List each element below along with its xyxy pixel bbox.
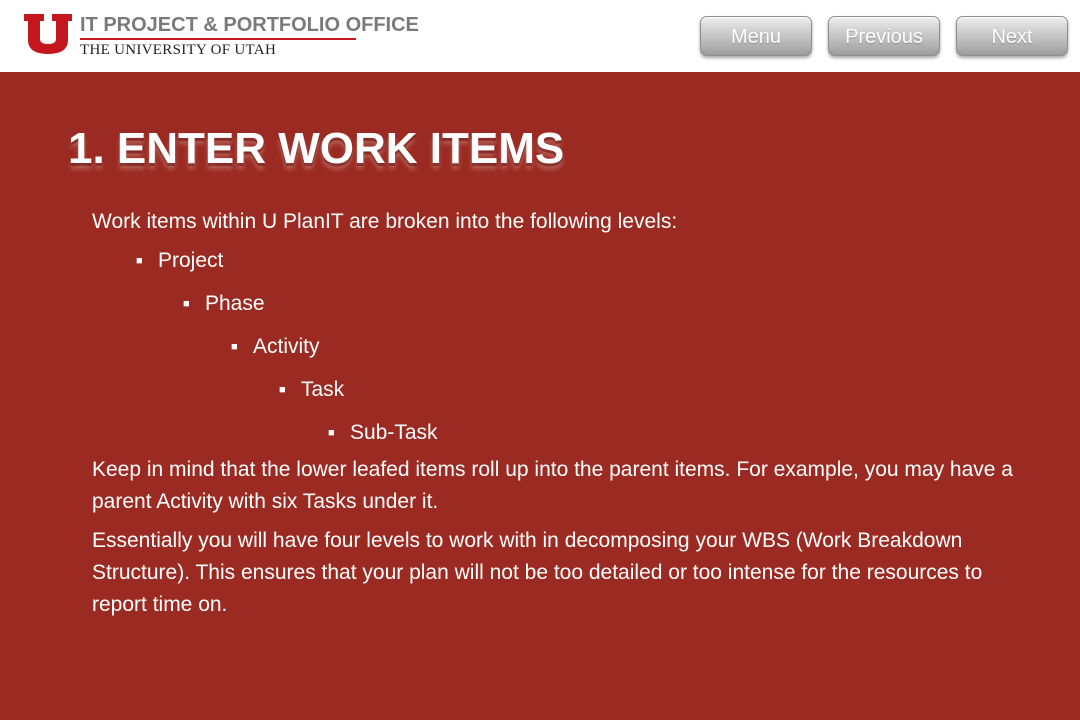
- square-bullet-icon: ■: [136, 255, 143, 267]
- brand-divider: [80, 38, 356, 40]
- square-bullet-icon: ■: [328, 427, 335, 439]
- slide-body: [92, 206, 1022, 628]
- level-label: Sub-Task: [350, 421, 438, 444]
- org-title: IT PROJECT & PORTFOLIO OFFICE: [80, 14, 419, 36]
- levels-list: [92, 245, 1022, 460]
- list-item: [92, 245, 1022, 288]
- square-bullet-icon: ■: [279, 384, 286, 396]
- list-item: [92, 288, 1022, 331]
- header-bar: [0, 0, 1080, 72]
- square-bullet-icon: ■: [183, 298, 190, 310]
- level-label: Task: [301, 378, 345, 401]
- level-label: Activity: [253, 335, 320, 358]
- university-u-logo: [22, 12, 74, 56]
- list-item: [92, 331, 1022, 374]
- previous-button[interactable]: Previous: [828, 16, 940, 56]
- list-item: [92, 374, 1022, 417]
- square-bullet-icon: ■: [231, 341, 238, 353]
- level-label: Phase: [205, 292, 265, 315]
- menu-button[interactable]: Menu: [700, 16, 812, 56]
- rollup-paragraph: Keep in mind that the lower leafed items roll up into the parent items. For example, you may have a parent Activity with six Tasks under it.: [92, 458, 1013, 513]
- level-label: Project: [158, 249, 224, 272]
- intro-text: Work items within U PlanIT are broken into the following levels:: [92, 210, 678, 233]
- slide-title: 1. ENTER WORK ITEMS: [68, 124, 565, 173]
- wbs-paragraph: Essentially you will have four levels to work with in decomposing your WBS (Work Breakdown Structure). This ensures that your plan will not be too detailed or too intense for the resources to report time on.: [92, 529, 983, 616]
- org-subtitle: THE UNIVERSITY OF UTAH: [80, 42, 277, 58]
- next-button[interactable]: Next: [956, 16, 1068, 56]
